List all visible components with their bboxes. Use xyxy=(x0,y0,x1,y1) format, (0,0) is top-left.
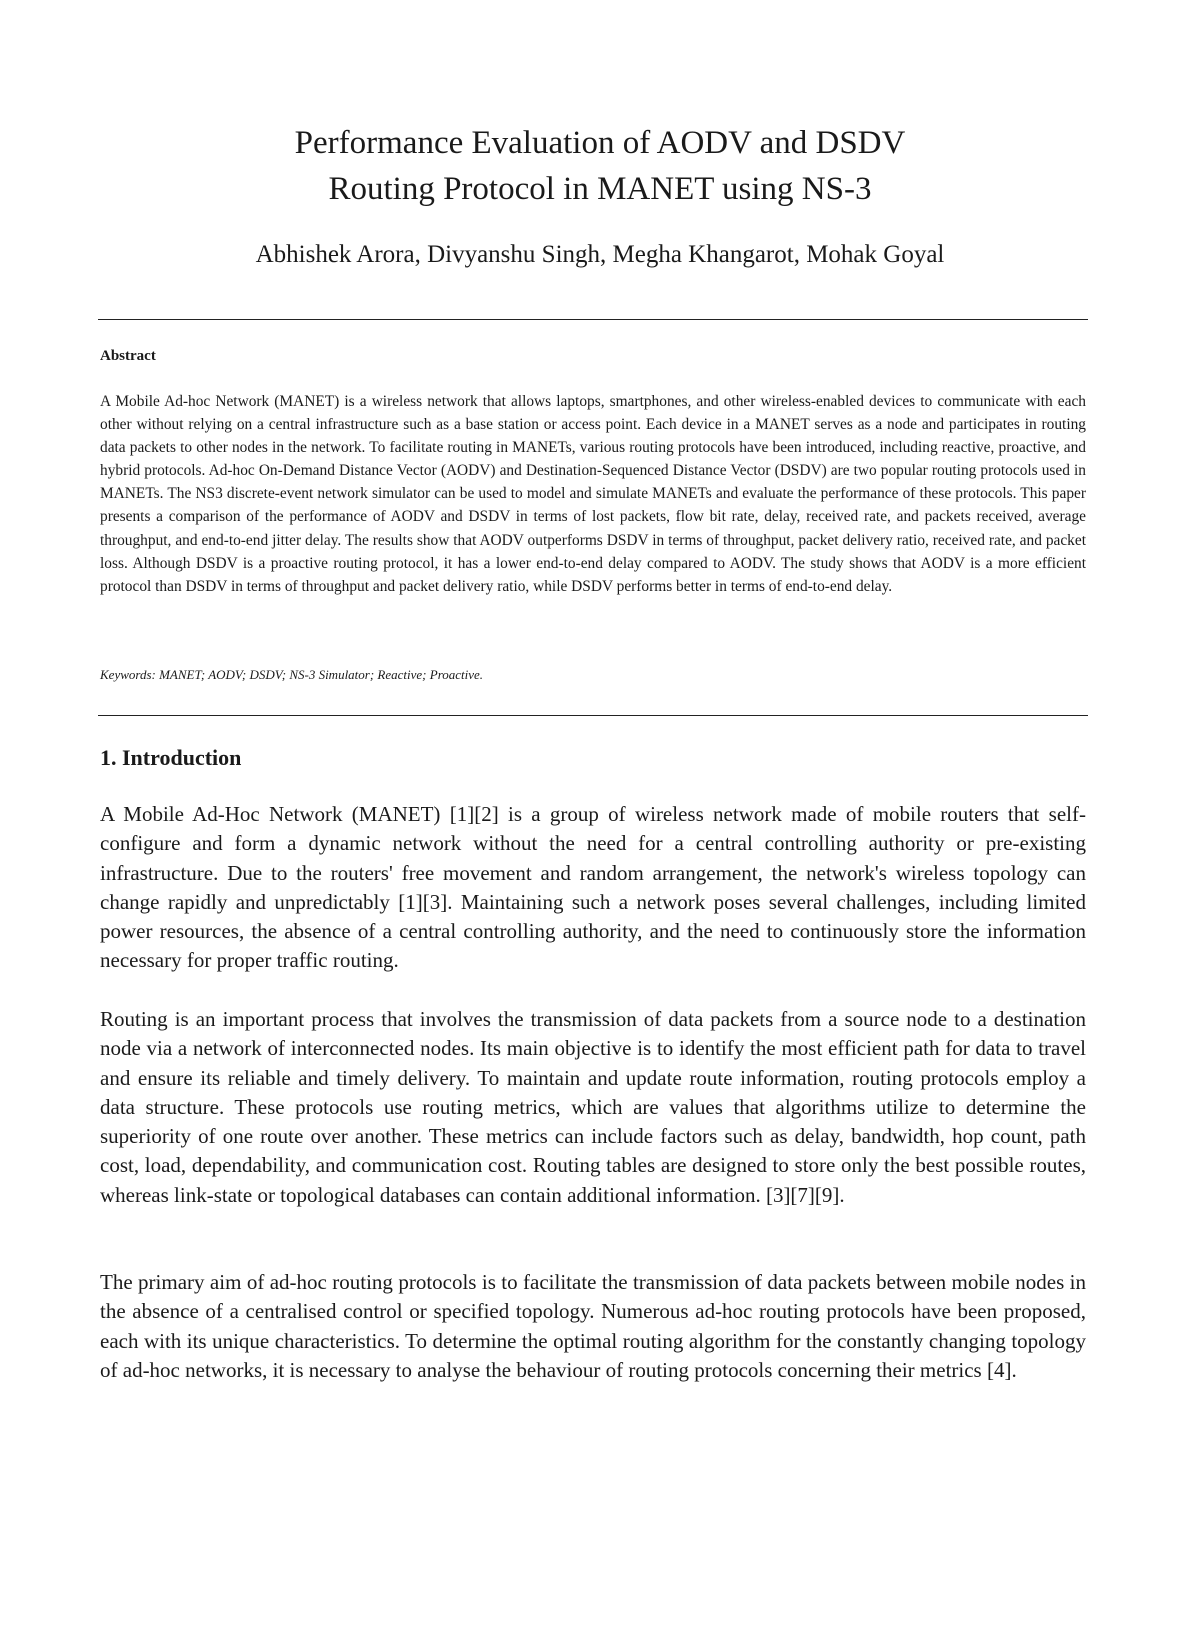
intro-paragraph-3: The primary aim of ad-hoc routing protocols is to facilitate the transmission of data packets between mobile nodes in the absence of a centralised control or specified topology. Numerous ad-hoc routing protocols have been proposed, each with its unique characteristics. To determine the optimal routing algorithm for the constantly changing topology of ad-hoc networks, it is necessary to analyse the behaviour of routing protocols concerning their metrics [4]. xyxy=(100,1270,1086,1382)
paper-title xyxy=(100,120,1100,212)
top-divider xyxy=(98,319,1088,320)
section-heading-introduction: 1. Introduction xyxy=(100,745,242,770)
intro-paragraph-2: Routing is an important process that involves the transmission of data packets from a source node to a destination node via a network of interconnected nodes. Its main objective is to identify the most efficient path for data to travel and ensure its reliable and timely delivery. To maintain and update route information, routing protocols employ a data structure. These protocols use routing metrics, which are values that algorithms utilize to determine the superiority of one route over another. These metrics can include factors such as delay, bandwidth, hop count, path cost, load, dependability, and communication cost. Routing tables are designed to store only the best possible routes, whereas link-state or topological databases can contain additional information. [3][7][9]. xyxy=(100,1007,1086,1207)
abstract-heading: Abstract xyxy=(100,348,156,364)
title-line-2: Routing Protocol in MANET using NS-3 xyxy=(328,171,872,207)
keywords: Keywords: MANET; AODV; DSDV; NS-3 Simulator; Reactive; Proactive. xyxy=(100,667,484,682)
author-list: Abhishek Arora, Divyanshu Singh, Megha Khangarot, Mohak Goyal xyxy=(255,241,945,268)
bottom-divider xyxy=(98,715,1088,716)
title-line-1: Performance Evaluation of AODV and DSDV xyxy=(294,125,906,161)
abstract-text: A Mobile Ad-hoc Network (MANET) is a wireless network that allows laptops, smartphones, and other wireless-enabled devices to communicate with each other without relying on a central infrastructure such as a base station or access point. Each device in a MANET serves as a node and participates in routing data packets to other nodes in the network. To facilitate routing in MANETs, various routing protocols have been introduced, including reactive, proactive, and hybrid protocols. Ad-hoc On-Demand Distance Vector (AODV) and Destination-Sequenced Distance Vector (DSDV) are two popular routing protocols used in MANETs. The NS3 discrete-event network simulator can be used to model and simulate MANETs and evaluate the performance of these protocols. This paper presents a comparison of the performance of AODV and DSDV in terms of lost packets, flow bit rate, delay, received rate, and packets received, average throughput, and end-to-end jitter delay. The results show that AODV outperforms DSDV in terms of throughput, packet delivery ratio, received rate, and packet loss. Although DSDV is a proactive routing protocol, it has a lower end-to-end delay compared to AODV. The study shows that AODV is a more efficient protocol than DSDV in terms of throughput and packet delivery ratio, while DSDV performs better in terms of end-to-end delay. xyxy=(100,393,1086,595)
intro-paragraph-1: A Mobile Ad-Hoc Network (MANET) [1][2] is a group of wireless network made of mobile routers that self-configure and form a dynamic network without the need for a central controlling authority or pre-existing infrastructure. Due to the routers' free movement and random arrangement, the network's wireless topology can change rapidly and unpredictably [1][3]. Maintaining such a network poses several challenges, including limited power resources, the absence of a central controlling authority, and the need to continuously store the information necessary for proper traffic routing. xyxy=(100,802,1086,973)
